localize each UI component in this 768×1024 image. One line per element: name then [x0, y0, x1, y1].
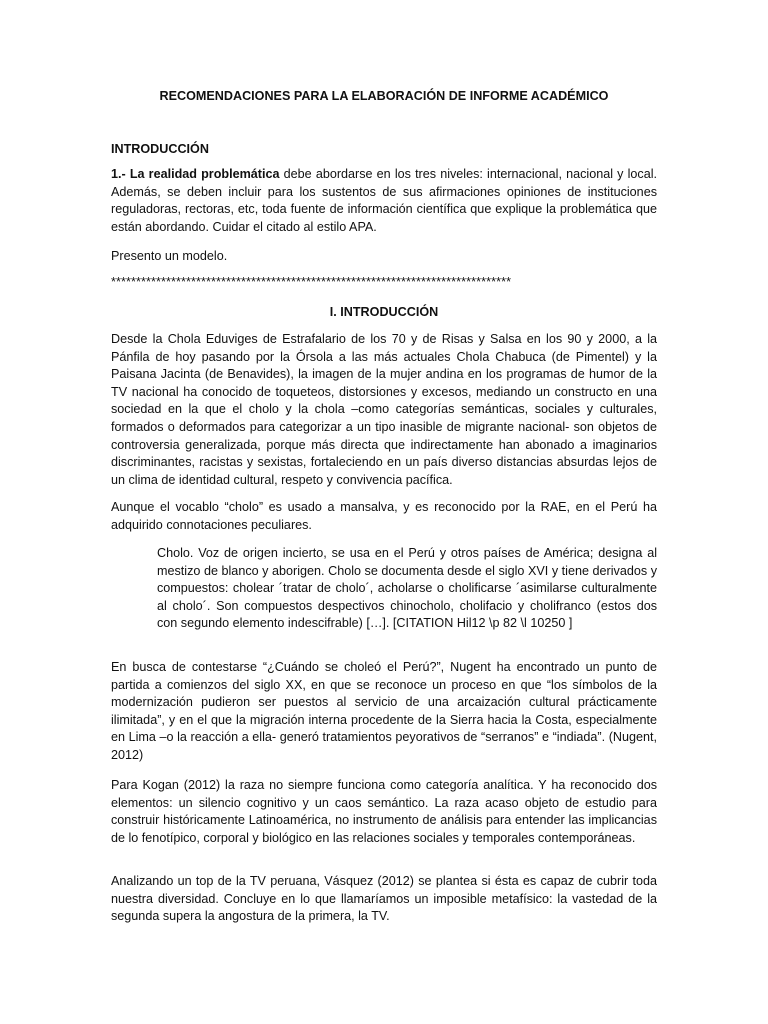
paragraph-realidad-text: debe abordarse en los tres niveles: internacional, nacional y local. Además, se deben incluir para los sustentos de sus afirmaciones opiniones de instituciones reguladoras, rectoras, etc, toda fuente de información científica que explique la problemática que están abordando. Cuidar el citado al estilo APA. — [111, 167, 657, 234]
presento-modelo: Presento un modelo. — [111, 249, 228, 263]
paragraph-kogan: Para Kogan (2012) la raza no siempre funciona como categoría analítica. Y ha reconocido dos elementos: un silencio cognitivo y un caos semántico. La raza acaso objeto de estudio para construir históricamente Latinoamérica, no instrumento de análisis para entender las implicancias de lo fenotípico, corporal y biológico en las relaciones sociales y temporales contemporáneas. — [111, 778, 657, 845]
paragraph-chola: Desde la Chola Eduviges de Estrafalario de los 70 y de Risas y Salsa en los 90 y 2000, a la Pánfila de hoy pasando por la Órsola a las más actuales Chola Chabuca (de Pimentel) y la Paisana Jacinta (de Benavides), la imagen de la mujer andina en los programas de humor de la TV nacional ha conocido de toqueteos, distorsiones y excesos, mediando un constructo en una sociedad en la que el cholo y la chola –como categorías semánticas, sociales y culturales, formados o deformados para categorizar a un tipo inasible de migrante nacional- son objetos de controversia generalizada, porque más directa que indirectamente han abonado a imaginarios discriminantes, racistas y sexistas, fortaleciendo en un país diverso distancias absurdas lejos de un clima de identidad cultural, respeto y convivencia pacífica. — [111, 332, 657, 487]
paragraph-nugent: En busca de contestarse “¿Cuándo se choleó el Perú?”, Nugent ha encontrado un punto de partida a comienzos del siglo XX, en que se reconoce un proceso en que “los símbolos de la modernización pudieron ser puestos al servicio de una arcaización cultural prácticamente ilimitada”, y en el que la migración interna procedente de la Sierra hacia la Costa, especialmente en Lima –o la reacción a ella- generó tratamientos peyorativos de “serranos” e “indiada”. (Nugent, 2012) — [111, 660, 657, 762]
separator-line: ******************************************************************************** — [111, 275, 512, 289]
paragraph-vasquez: Analizando un top de la TV peruana, Vásquez (2012) se plantea si ésta es capaz de cubrir toda nuestra diversidad. Concluye en lo que llamaríamos un imposible metafísico: la vastedad de la segunda supera la angostura de la primera, la TV. — [111, 874, 657, 924]
section-heading: I. INTRODUCCIÓN — [329, 305, 439, 319]
paragraph-lead-bold: 1.- La realidad problemática — [111, 167, 280, 181]
paragraph-realidad — [111, 166, 657, 236]
intro-heading: INTRODUCCIÓN — [111, 142, 209, 156]
document-title: RECOMENDACIONES PARA LA ELABORACIÓN DE INFORME ACADÉMICO — [159, 89, 609, 103]
block-quote: Cholo. Voz de origen incierto, se usa en el Perú y otros países de América; designa al mestizo de blanco y aborigen. Cholo se documenta desde el siglo XVI y tiene derivados y compuestos: cholear ´tratar de cholo´, acholarse o cholificarse ´asimilarse culturalmente al cholo´. Son compuestos despectivos chinocholo, cholifacio y cholifranco (estos dos con segundo elemento indescifrable) […]. [CITATION Hil12 \p 82 \l 10250 ] — [157, 546, 657, 631]
paragraph-cholo: Aunque el vocablo “cholo” es usado a mansalva, y es reconocido por la RAE, en el Perú ha adquirido connotaciones peculiares. — [111, 500, 657, 532]
